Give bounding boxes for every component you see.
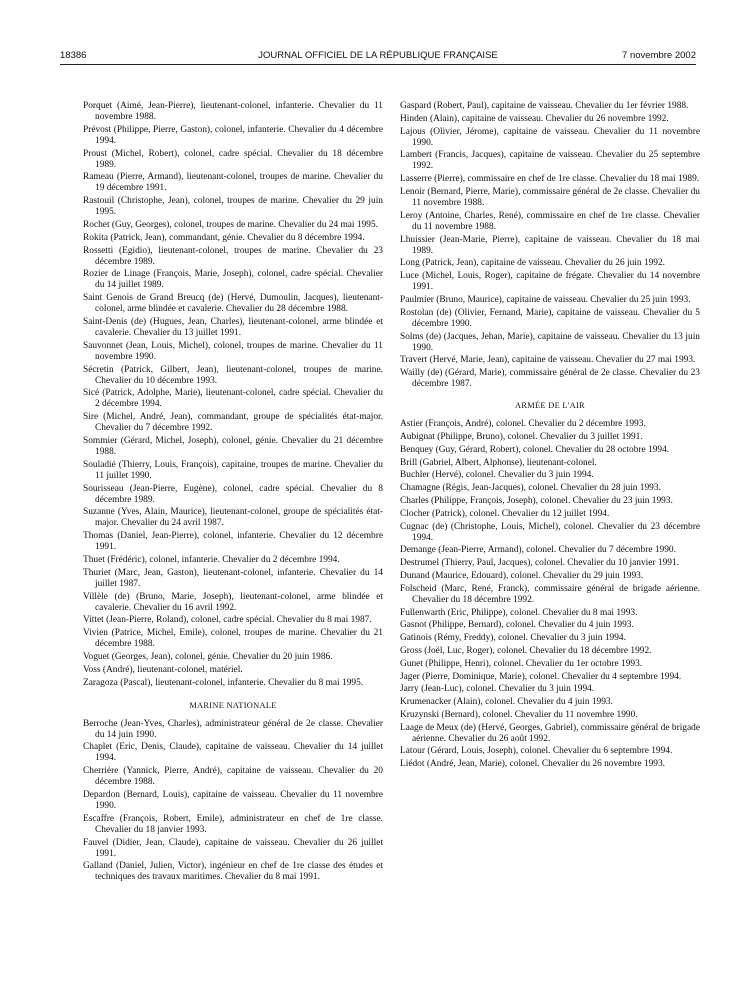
list-item: Clocher (Patrick), colonel. Chevalier du 12 juillet 1994.: [400, 508, 610, 519]
list-item: Gaspard (Robert, Paul), capitaine de vaisseau. Chevalier du 1er février 1988.: [400, 101, 689, 111]
list-item: Sauvonnet (Jean, Louis, Michel), colonel, troupes de marine. Chevalier du 11 novembre 1990.: [83, 340, 383, 362]
list-item: Sommier (Gérard, Michel, Joseph), colonel, génie. Chevalier du 21 décembre 1988.: [83, 435, 383, 457]
list-item: Thuriet (Marc, Jean, Gaston), lieutenant-colonel, infanterie. Chevalier du 14 juillet 1987.: [83, 567, 383, 589]
list-item: Rameau (Pierre, Armand), lieutenant-colonel, troupes de marine. Chevalier du 19 décembre 1991.: [83, 172, 383, 194]
list-item: Long (Patrick, Jean), capitaine de vaisseau. Chevalier du 26 juin 1992.: [400, 258, 666, 269]
list-item: Lasserre (Pierre), commissaire en chef de 1re classe. Chevalier du 18 mai 1989.: [400, 174, 700, 185]
list-item: Zaragoza (Pascal), lieutenant-colonel, infanterie. Chevalier du 8 mai 1995.: [83, 677, 364, 688]
list-item: Thuet (Frédéric), colonel, infanterie. Chevalier du 2 décembre 1994.: [83, 554, 340, 565]
list-item: Hinden (Alain), capitaine de vaisseau. Chevalier du 26 novembre 1992.: [400, 113, 669, 124]
list-item: Vivien (Patrice, Michel, Emile), colonel, troupes de marine. Chevalier du 21 décembre 1988.: [83, 628, 383, 650]
list-item: Jarry (Jean-Luc), colonel. Chevalier du 3 juin 1994.: [400, 684, 595, 695]
list-item: Vittet (Jean-Pierre, Roland), colonel, cadre spécial. Chevalier du 8 mai 1987.: [83, 615, 372, 626]
list-item: Folscheid (Marc, René, Franck), commissaire général de brigade aérienne. Chevalier du 18 décembre 1992.: [400, 583, 700, 605]
list-item: Lhuissier (Jean-Marie, Pierre), capitaine de vaisseau. Chevalier du 18 mai 1989.: [400, 234, 700, 256]
list-item: Travert (Hervé, Marie, Jean), capitaine de vaisseau. Chevalier du 27 mai 1993.: [400, 355, 696, 366]
list-item: Villèle (de) (Bruno, Marie, Joseph), lieutenant-colonel, arme blindée et cavalerie. Chevalier du 16 avril 1992.: [83, 591, 383, 613]
list-item: Thomas (Daniel, Jean-Pierre), colonel, infanterie. Chevalier du 12 décembre 1991.: [83, 531, 383, 553]
list-item: Berroche (Jean-Yves, Charles), administrateur général de 2e classe. Chevalier du 14 juin 1990.: [83, 718, 383, 740]
list-item: Suzanne (Yves, Alain, Maurice), lieutenant-colonel, groupe de spécialités état-major. Chevalier du 24 avril 1987.: [83, 507, 383, 529]
list-item: Voss (André), lieutenant-colonel, matériel.: [83, 664, 243, 675]
list-item: Paulmier (Bruno, Maurice), capitaine de vaisseau. Chevalier du 25 juin 1993.: [400, 294, 691, 305]
entry-list-army: [83, 101, 383, 689]
list-item: Brill (Gabriel, Albert, Alphonse), lieutenant-colonel.: [400, 457, 597, 468]
list-item: Fauvel (Didier, Jean, Claude), capitaine de vaisseau. Chevalier du 26 juillet 1991.: [83, 837, 383, 859]
list-item: Laage de Meux (de) (Hervé, Georges, Gabriel), commissaire général de brigade aérienne. Chevalier du 26 août 1992.: [400, 722, 700, 744]
list-item: Rastouil (Christophe, Jean), colonel, troupes de marine. Chevalier du 29 juin 1995.: [83, 196, 383, 218]
list-item: Demange (Jean-Pierre, Armand), colonel. Chevalier du 7 décembre 1990.: [400, 545, 676, 556]
list-item: Rokita (Patrick, Jean), commandant, génie. Chevalier du 8 décembre 1994.: [83, 232, 365, 243]
list-item: Lenoir (Bernard, Pierre, Marie), commissaire général de 2e classe. Chevalier du 11 novembre 1988.: [400, 186, 700, 208]
list-item: Benquey (Guy, Gérard, Robert), colonel. Chevalier du 28 octobre 1994.: [400, 444, 670, 455]
list-item: Luce (Michel, Louis, Roger), capitaine de frégate. Chevalier du 14 novembre 1991.: [400, 271, 700, 293]
list-item: Sécretin (Patrick, Gilbert, Jean), lieutenant-colonel, troupes de marine. Chevalier du 10 décembre 1993.: [83, 364, 383, 386]
page-number: 18386: [60, 50, 87, 61]
entry-list-marine-continued: [400, 101, 700, 390]
list-item: Gunet (Philippe, Henri), colonel. Chevalier du 1er octobre 1993.: [400, 658, 643, 669]
right-column: [400, 101, 700, 772]
list-item: Sire (Michel, André, Jean), commandant, groupe de spécialités état-major. Chevalier du 7 décembre 1992.: [83, 412, 383, 434]
list-item: Gross (Joël, Luc, Roger), colonel. Chevalier du 18 décembre 1992.: [400, 645, 652, 656]
list-item: Proust (Michel, Robert), colonel, cadre spécial. Chevalier du 18 décembre 1989.: [83, 148, 383, 170]
list-item: Galland (Daniel, Julien, Victor), ingénieur en chef de 1re classe des études et techniques des travaux maritimes. Chevalier du 8 mai 1991.: [83, 861, 383, 883]
list-item: Saint-Denis (de) (Hugues, Jean, Charles), lieutenant-colonel, arme blindée et cavalerie. Chevalier du 13 juillet 1991.: [83, 316, 383, 338]
header-rule: [60, 64, 696, 65]
list-item: Wailly (de) (Gérard, Marie), commissaire général de 2e classe. Chevalier du 23 décembre 1987.: [400, 368, 700, 390]
list-item: Solms (de) (Jacques, Jehan, Marie), capitaine de vaisseau. Chevalier du 13 juin 1990.: [400, 331, 700, 353]
page-header: [60, 50, 696, 64]
list-item: Rossetti (Egidio), lieutenant-colonel, troupes de marine. Chevalier du 23 décembre 1989.: [83, 245, 383, 267]
list-item: Cherrière (Yannick, Pierre, André), capitaine de vaisseau. Chevalier du 20 décembre 1988.: [83, 766, 383, 788]
entry-list-marine: [83, 719, 383, 884]
list-item: Aubignat (Philippe, Bruno), colonel. Chevalier du 3 juillet 1991.: [400, 431, 643, 442]
list-item: Rochet (Guy, Georges), colonel, troupes de marine. Chevalier du 24 mai 1995.: [83, 219, 378, 230]
list-item: Latour (Gérard, Louis, Joseph), colonel. Chevalier du 6 septembre 1994.: [400, 746, 673, 757]
journal-title: JOURNAL OFFICIEL DE LA RÉPUBLIQUE FRANÇAISE: [258, 50, 498, 61]
publication-date: 7 novembre 2002: [622, 50, 696, 61]
list-item: Leroy (Antoine, Charles, René), commissaire en chef de 1re classe. Chevalier du 11 novembre 1988.: [400, 210, 700, 232]
list-item: Prévost (Philippe, Pierre, Gaston), colonel, infanterie. Chevalier du 4 décembre 1994.: [83, 124, 383, 146]
list-item: Souladié (Thierry, Louis, François), capitaine, troupes de marine. Chevalier du 11 juillet 1990.: [83, 459, 383, 481]
list-item: Sicé (Patrick, Adolphe, Marie), lieutenant-colonel, cadre spécial. Chevalier du 2 décembre 1994.: [83, 388, 383, 410]
list-item: Saint Genois de Grand Breucq (de) (Hervé, Dumoulin, Jacques), lieutenant-colonel, arme blindée et cavalerie. Chevalier du 28 décembre 1988.: [83, 293, 383, 315]
list-item: Lambert (Francis, Jacques), capitaine de vaisseau. Chevalier du 25 septembre 1992.: [400, 150, 700, 172]
list-item: Dunand (Maurice, Edouard), colonel. Chevalier du 29 juin 1993.: [400, 570, 644, 581]
list-item: Lajous (Olivier, Jérome), capitaine de vaisseau. Chevalier du 11 novembre 1990.: [400, 126, 700, 148]
list-item: Voguet (Georges, Jean), colonel, génie. Chevalier du 20 juin 1986.: [83, 651, 333, 662]
list-item: Gasnot (Philippe, Bernard), colonel. Chevalier du 4 juin 1993.: [400, 620, 634, 631]
list-item: Gatinois (Rémy, Freddy), colonel. Chevalier du 3 juin 1994.: [400, 633, 626, 644]
list-item: Chaplet (Eric, Denis, Claude), capitaine de vaisseau. Chevalier du 14 juillet 1994.: [83, 742, 383, 764]
list-item: Astier (François, André), colonel. Chevalier du 2 décembre 1993.: [400, 419, 646, 430]
left-column: [83, 101, 383, 885]
list-item: Sourisseau (Jean-Pierre, Eugène), colonel, cadre spécial. Chevalier du 8 décembre 1989.: [83, 483, 383, 505]
list-item: Liédot (André, Jean, Marie), colonel. Chevalier du 26 novembre 1993.: [400, 759, 666, 770]
list-item: Rozier de Linage (François, Marie, Joseph), colonel, cadre spécial. Chevalier du 14 juillet 1989.: [83, 269, 383, 291]
list-item: Porquet (Aimé, Jean-Pierre), lieutenant-colonel, infanterie. Chevalier du 11 novembre 1988.: [83, 101, 383, 122]
list-item: Depardon (Bernard, Louis), capitaine de vaisseau. Chevalier du 11 novembre 1990.: [83, 789, 383, 811]
list-item: Kruzynski (Bernard), colonel. Chevalier du 11 novembre 1990.: [400, 709, 638, 720]
entry-list-air: [400, 419, 700, 770]
list-item: Cugnac (de) (Christophe, Louis, Michel), colonel. Chevalier du 23 décembre 1994.: [400, 521, 700, 543]
section-heading-air: ARMÉE DE L'AIR: [515, 401, 585, 411]
list-item: Chamagne (Régis, Jean-Jacques), colonel. Chevalier du 28 juin 1993.: [400, 483, 661, 494]
list-item: Rostolan (de) (Olivier, Fernand, Marie), capitaine de vaisseau. Chevalier du 5 décembre 1990.: [400, 307, 700, 329]
list-item: Charles (Philippe, François, Joseph), colonel. Chevalier du 23 juin 1993.: [400, 495, 673, 506]
section-heading-marine: MARINE NATIONALE: [189, 700, 277, 710]
list-item: Jager (Pierre, Dominique, Marie), colonel. Chevalier du 4 septembre 1994.: [400, 671, 682, 682]
list-item: Fullenwarth (Eric, Philippe), colonel. Chevalier du 8 mai 1993.: [400, 607, 638, 618]
list-item: Krumenacker (Alain), colonel. Chevalier du 4 juin 1993.: [400, 697, 613, 708]
list-item: Buchler (Hervé), colonel. Chevalier du 3 juin 1994.: [400, 470, 594, 481]
list-item: Escaffre (François, Robert, Emile), administrateur en chef de 1re classe. Chevalier du 18 janvier 1993.: [83, 813, 383, 835]
list-item: Destrumel (Thierry, Paul, Jacques), colonel. Chevalier du 10 janvier 1991.: [400, 558, 679, 569]
